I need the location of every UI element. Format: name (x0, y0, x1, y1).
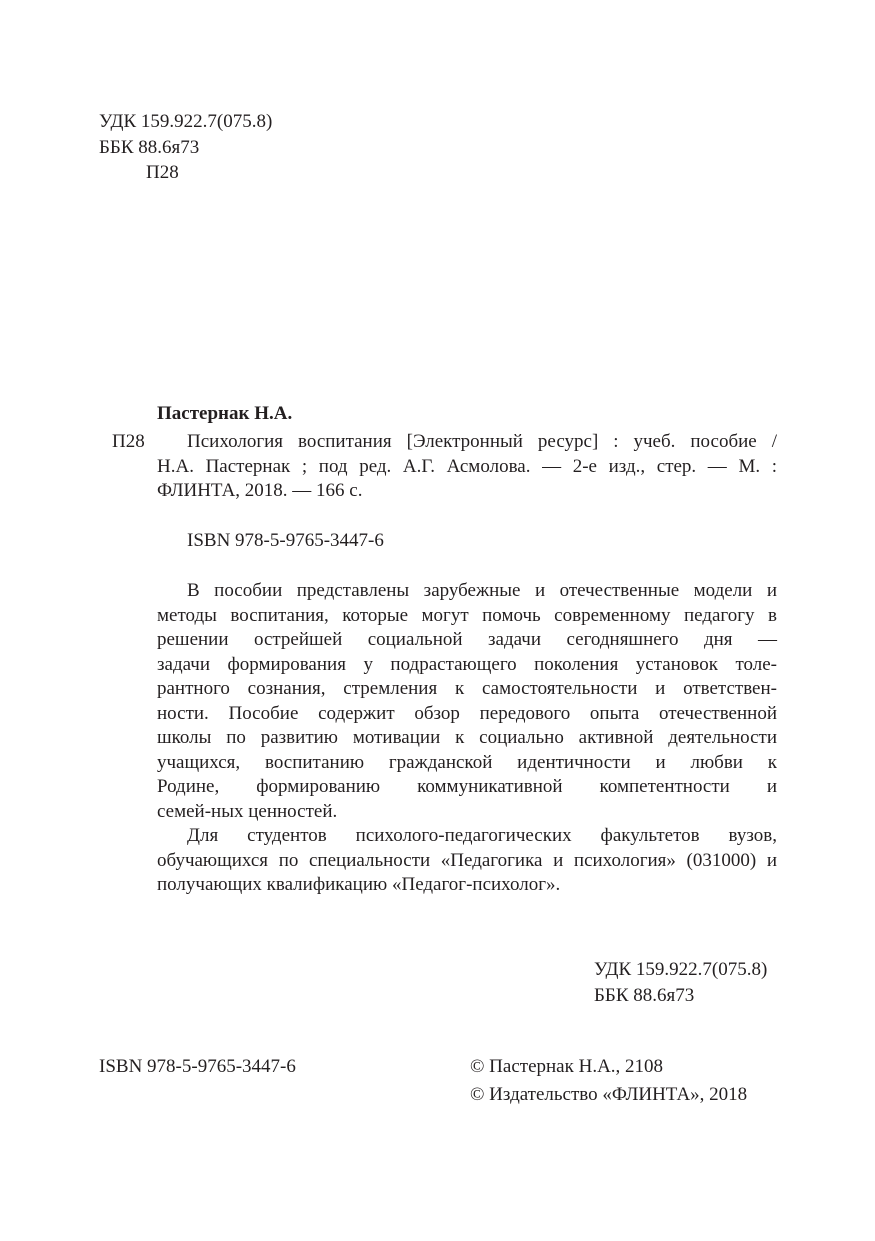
abstract-line: задачи формирования у подрастающего поколения установок толе- (157, 653, 777, 675)
abstract-line: решении острейшей социальной задачи сегодняшнего дня — (157, 629, 777, 650)
bib-line: Н.А. Пастернак ; под ред. А.Г. Асмолова. — 2-е изд., стер. — М. : (157, 455, 777, 477)
abstract-line: методы воспитания, которые могут помочь современному педагогу в (157, 604, 777, 626)
abstract-line: рантного сознания, стремления к самостоятельности и ответствен- (157, 678, 777, 699)
bbk-code: ББК 88.6я73 (594, 985, 695, 1006)
isbn-number: ISBN 978-5-9765-3447-6 (187, 530, 384, 551)
abstract-line: В пособии представлены зарубежные и отечественные модели и (187, 580, 777, 601)
audience-paragraph (157, 824, 777, 898)
author-sign: П28 (146, 162, 179, 183)
abstract-line: ности. Пособие содержит обзор передового опыта отечественной (157, 702, 777, 724)
bibliographic-description (157, 430, 777, 504)
copyright-author: © Пастернак Н.А., 2108 (470, 1056, 664, 1077)
abstract-line: учащихся, воспитанию гражданской идентичности и любви к (157, 751, 777, 773)
abstract-line: Родине, формированию коммуникативной компетентности и (157, 776, 777, 797)
udk-code: УДК 159.922.7(075.8) (594, 959, 768, 980)
audience-line: обучающихся по специальности «Педагогика и психология» (031000) и (157, 849, 777, 871)
bottom-classification-codes (594, 958, 767, 1010)
abstract-paragraph (157, 579, 777, 824)
author-name: Пастернак Н.А. (157, 403, 293, 424)
bib-line: ФЛИНТА, 2018. — 166 с. (157, 480, 363, 501)
cutter-mark: П28 (112, 431, 145, 452)
bbk-code: ББК 88.6я73 (99, 136, 200, 158)
abstract-line: семей-ных ценностей. (157, 800, 338, 822)
abstract-line: школы по развитию мотивации к социально активной деятельности (157, 727, 777, 748)
audience-line: Для студентов психолого-педагогических факультетов вузов, (187, 825, 777, 846)
copyright-publisher: © Издательство «ФЛИНТА», 2018 (470, 1084, 748, 1105)
bib-line: Психология воспитания [Электронный ресурс] : учеб. пособие / (187, 431, 777, 452)
copyright-block (470, 1055, 747, 1111)
udk-code: УДК 159.922.7(075.8) (99, 111, 273, 132)
audience-line: получающих квалификацию «Педагог-психолог». (157, 874, 561, 895)
footer-isbn: ISBN 978-5-9765-3447-6 (99, 1056, 296, 1077)
top-classification-codes (99, 110, 272, 187)
